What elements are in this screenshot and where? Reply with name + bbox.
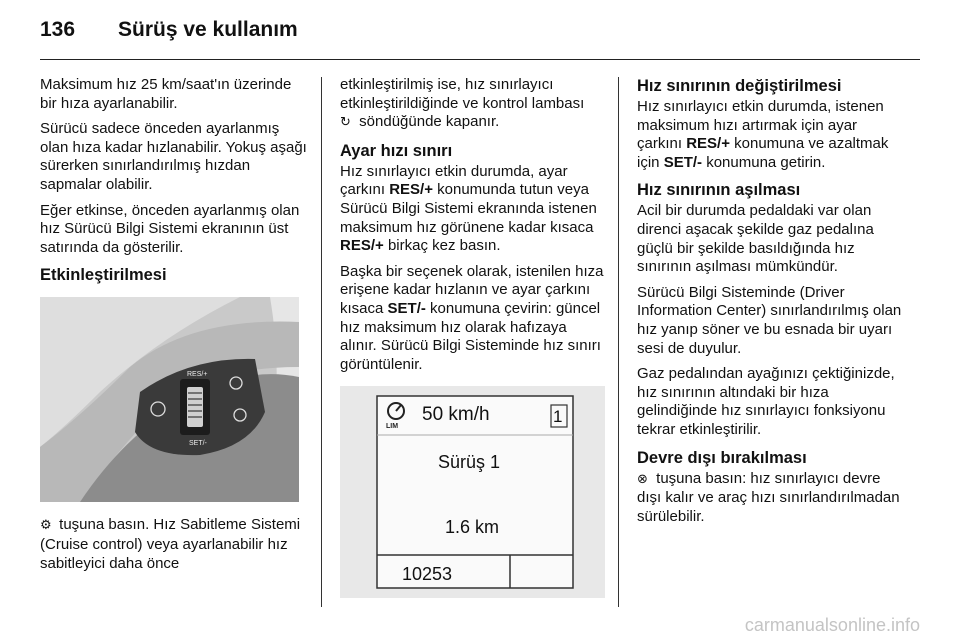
- steering-wheel-photo: [40, 297, 299, 502]
- set-term: SET/-: [663, 153, 703, 171]
- paragraph: Acil bir durumda pedaldaki var olan direnci aşacak şekilde gaz pedalına güçlü bir şekilde basıldığında hız sınırının aşılması mümkündür.: [637, 202, 874, 276]
- set-label: SET/-: [189, 440, 207, 448]
- paragraph: [340, 163, 605, 256]
- paragraph-text: Hız sınırlayıcı etkin durumda, istenen maksimum hızı artırmak için ayar çarkını: [637, 98, 884, 153]
- section-heading: Devre dışı bırakılması: [637, 448, 807, 467]
- watermark: carmanualsonline.info: [744, 615, 920, 635]
- paragraph-text: söndüğünde kapanır.: [359, 113, 500, 131]
- section-heading: Hız sınırının aşılması: [637, 181, 801, 200]
- trip-label: Sürüş 1: [438, 452, 501, 473]
- res-label: RES/+: [187, 371, 208, 379]
- paragraph-text: konumuna getirin.: [706, 153, 826, 171]
- paragraph: Eğer etkinse, önceden ayarlanmış olan hız Sürücü Bilgi Sistemi ekranının üst satırında da gösterilir.: [40, 201, 300, 256]
- section-heading: Hız sınırının değiştirilmesi: [637, 77, 842, 95]
- res-term: RES/+: [686, 135, 730, 153]
- paragraph: Gaz pedalından ayağınızı çektiğinizde, hız sınırının altındaki bir hıza gelindiğinde hız sınırlayıcı fonksiyonu tekrar etkinleştirilir.: [637, 365, 895, 438]
- paragraph: [340, 76, 605, 133]
- paragraph: [637, 98, 905, 172]
- paragraph-text: Hız sınırlayıcı etkin durumda, ayar çarkını: [340, 162, 568, 199]
- column-2: [340, 76, 605, 598]
- paragraph-text: konumuna ve azaltmak için: [637, 135, 889, 171]
- column-divider-1: [321, 77, 322, 607]
- column-3: [637, 76, 905, 533]
- paragraph: [340, 263, 605, 375]
- cruise-limiter-icon: ⚙: [40, 518, 52, 534]
- column-divider-2: [618, 77, 619, 607]
- gear-indicator: 1: [553, 407, 563, 427]
- page-title: Sürüş ve kullanım: [118, 18, 298, 41]
- res-term: RES/+: [389, 181, 433, 199]
- header-rule: [40, 59, 920, 60]
- paragraph-text: konumuna çevirin: güncel hız maksimum hız olarak hafızaya alınır. Sürücü Bilgi Sisteminde hız sınırı görüntülenir.: [340, 299, 601, 373]
- paragraph-text: konumunda tutun veya Sürücü Bilgi Sistemi ekranında istenen maksimum hız görünene kadar kısaca: [340, 181, 597, 236]
- paragraph-text: birkaç kez basın.: [387, 237, 501, 255]
- paragraph: Sürücü sadece önceden ayarlanmış olan hıza kadar hızlanabilir. Yokuş aşağı sürerken sınırlandırılmış hızdan sapmalar olabilir.: [40, 120, 307, 193]
- paragraph: [637, 470, 905, 527]
- paragraph: [40, 516, 308, 573]
- section-heading: Ayar hızı sınırı: [340, 141, 453, 160]
- paragraph-text: tuşuna basın: hız sınırlayıcı devre dışı kalır ve araç hızı sınırlandırılmadan sürülebilir.: [637, 469, 900, 525]
- cruise-off-icon: ⊗: [637, 471, 648, 487]
- column-1: [40, 76, 308, 580]
- res-term: RES/+: [340, 237, 384, 255]
- paragraph-text: etkinleştirilmiş ise, hız sınırlayıcı etkinleştirildiğinde ve kontrol lambası: [340, 76, 585, 112]
- odometer-value: 10253: [402, 564, 453, 585]
- driver-info-display: [340, 386, 605, 598]
- speed-limiter-lamp-icon: ↻: [340, 115, 351, 131]
- paragraph-text: tuşuna basın. Hız Sabitleme Sistemi (Cruise control) veya ayarlanabilir hız sabitleyici daha önce: [40, 516, 301, 572]
- set-term: SET/-: [387, 299, 426, 317]
- paragraph-text: Başka bir seçenek olarak, istenilen hıza erişene kadar hızlanın ve ayar çarkını kısaca: [340, 262, 604, 317]
- paragraph: Sürücü Bilgi Sisteminde (Driver Information Center) sınırlandırılmış olan hız yanıp söner ve bu esnada bir uyarı sesi de duyulur.: [637, 283, 902, 357]
- paragraph: Maksimum hız 25 km/saat'ın üzerinde bir hıza ayarlanabilir.: [40, 76, 292, 112]
- section-heading: Etkinleştirilmesi: [40, 266, 167, 285]
- trip-distance: 1.6 km: [445, 517, 500, 538]
- page-number: 136: [40, 18, 76, 41]
- speed-limit-value: 50 km/h: [422, 404, 490, 426]
- lim-label: LIM: [386, 423, 399, 431]
